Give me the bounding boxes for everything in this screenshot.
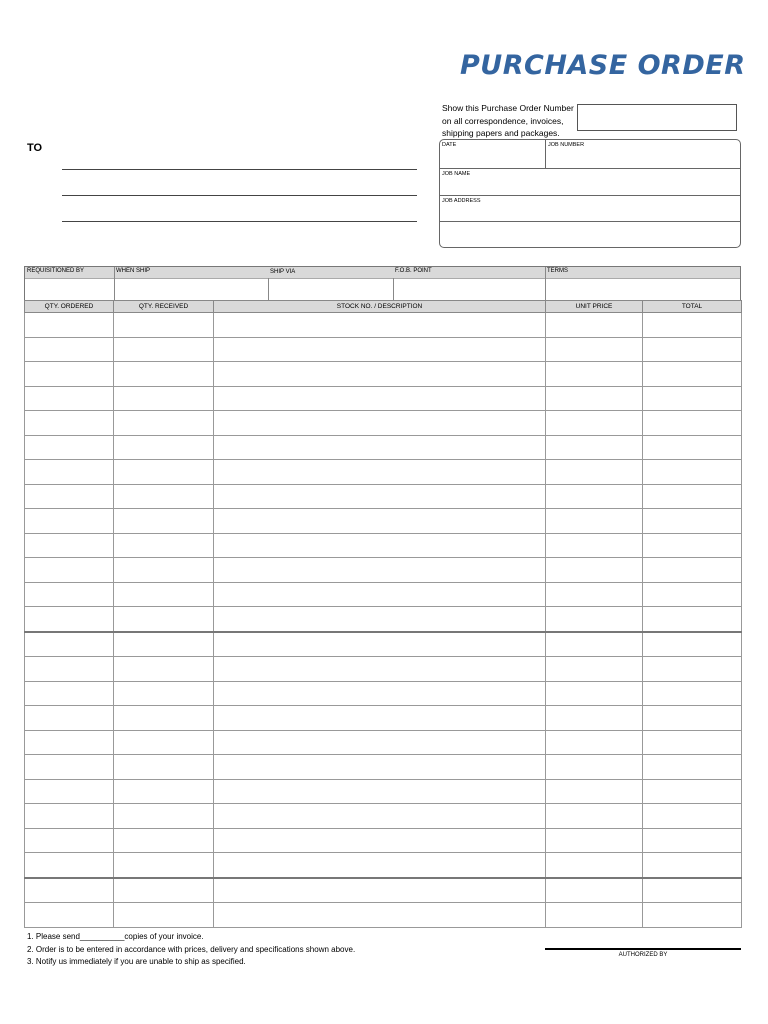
line-items-table [24, 300, 742, 928]
job-address-label: JOB ADDRESS [442, 198, 481, 204]
table-row [25, 337, 742, 362]
total-cell[interactable] [643, 779, 742, 804]
unit-price-cell[interactable] [546, 853, 643, 878]
qty-received-cell[interactable] [114, 484, 214, 509]
table-row [25, 362, 742, 387]
qty-ordered-cell[interactable] [25, 804, 114, 829]
table-row [25, 313, 742, 338]
qty-received-cell[interactable] [114, 779, 214, 804]
instruction-line: Show this Purchase Order Number [442, 103, 574, 113]
table-row [25, 779, 742, 804]
qty-received-cell[interactable] [114, 460, 214, 485]
description-cell[interactable] [214, 337, 546, 362]
qty-ordered-cell[interactable] [25, 411, 114, 436]
job-name-label: JOB NAME [442, 171, 471, 177]
qty-received-cell[interactable] [114, 386, 214, 411]
description-cell[interactable] [214, 779, 546, 804]
table-row [25, 582, 742, 607]
description-cell[interactable] [214, 484, 546, 509]
qty-ordered-cell[interactable] [25, 362, 114, 387]
ship-via-label: SHIP VIA [270, 269, 296, 275]
unit-price-cell[interactable] [546, 362, 643, 387]
unit-price-cell[interactable] [546, 460, 643, 485]
total-cell[interactable] [643, 435, 742, 460]
authorized-by-label: AUTHORIZED BY [618, 952, 668, 958]
description-cell[interactable] [214, 411, 546, 436]
terms-label: TERMS [547, 268, 568, 274]
table-row [25, 632, 742, 657]
qty-received-cell[interactable] [114, 828, 214, 853]
qty-ordered-cell[interactable] [25, 558, 114, 583]
description-cell[interactable] [214, 313, 546, 338]
description-cell[interactable] [214, 730, 546, 755]
table-row [25, 681, 742, 706]
job-info-box [439, 139, 741, 248]
table-row [25, 657, 742, 682]
description-cell[interactable] [214, 657, 546, 682]
description-cell[interactable] [214, 755, 546, 780]
qty-received-cell[interactable] [114, 706, 214, 731]
description-cell[interactable] [214, 582, 546, 607]
unit-price-cell[interactable] [546, 804, 643, 829]
footnote: 2. Order is to be entered in accordance with prices, delivery and specifications shown above. [27, 944, 356, 954]
description-cell[interactable] [214, 853, 546, 878]
unit-price-cell[interactable] [546, 411, 643, 436]
job-address-field[interactable] [440, 204, 740, 246]
qty-ordered-cell[interactable] [25, 313, 114, 338]
total-cell[interactable] [643, 607, 742, 632]
qty-ordered-header: QTY. ORDERED [25, 301, 114, 313]
total-cell[interactable] [643, 509, 742, 534]
to-address-line[interactable] [62, 221, 417, 222]
qty-ordered-cell[interactable] [25, 657, 114, 682]
description-cell[interactable] [214, 828, 546, 853]
unit-price-cell[interactable] [546, 533, 643, 558]
qty-received-cell[interactable] [114, 435, 214, 460]
total-cell[interactable] [643, 337, 742, 362]
job-number-field[interactable] [546, 148, 740, 168]
footnote: 1. Please send__________copies of your invoice. [27, 932, 204, 941]
to-address-line[interactable] [62, 195, 417, 196]
total-cell[interactable] [643, 533, 742, 558]
total-cell[interactable] [643, 755, 742, 780]
qty-ordered-cell[interactable] [25, 681, 114, 706]
qty-received-cell[interactable] [114, 681, 214, 706]
description-cell[interactable] [214, 558, 546, 583]
unit-price-cell[interactable] [546, 386, 643, 411]
qty-received-cell[interactable] [114, 755, 214, 780]
po-number-instruction [442, 102, 582, 140]
table-row [25, 828, 742, 853]
table-row [25, 411, 742, 436]
total-cell[interactable] [643, 313, 742, 338]
qty-received-cell[interactable] [114, 853, 214, 878]
table-row [25, 706, 742, 731]
unit-price-cell[interactable] [546, 337, 643, 362]
qty-received-cell[interactable] [114, 362, 214, 387]
shipping-header-row [24, 266, 741, 301]
qty-ordered-cell[interactable] [25, 509, 114, 534]
unit-price-cell[interactable] [546, 632, 643, 657]
qty-ordered-cell[interactable] [25, 582, 114, 607]
description-cell[interactable] [214, 460, 546, 485]
authorized-signature-line[interactable] [545, 948, 741, 950]
description-cell[interactable] [214, 681, 546, 706]
instruction-line: shipping papers and packages. [442, 128, 560, 138]
qty-received-cell[interactable] [114, 509, 214, 534]
instruction-line: on all correspondence, invoices, [442, 115, 564, 126]
unit-price-cell[interactable] [546, 878, 643, 903]
unit-price-cell[interactable] [546, 558, 643, 583]
table-row [25, 558, 742, 583]
qty-received-cell[interactable] [114, 582, 214, 607]
when-ship-label: WHEN SHIP [116, 268, 151, 274]
description-header: STOCK NO. / DESCRIPTION [214, 301, 546, 313]
unit-price-header: UNIT PRICE [546, 301, 643, 313]
unit-price-cell[interactable] [546, 828, 643, 853]
total-cell[interactable] [643, 828, 742, 853]
terms-field[interactable] [546, 278, 741, 301]
qty-received-cell[interactable] [114, 804, 214, 829]
job-number-label: JOB NUMBER [548, 142, 585, 148]
to-label: TO [27, 142, 43, 154]
qty-received-header: QTY. RECEIVED [114, 301, 214, 313]
qty-ordered-cell[interactable] [25, 730, 114, 755]
ship-via-field[interactable] [269, 278, 393, 301]
qty-ordered-cell[interactable] [25, 706, 114, 731]
total-cell[interactable] [643, 411, 742, 436]
description-cell[interactable] [214, 607, 546, 632]
qty-received-cell[interactable] [114, 607, 214, 632]
total-header: TOTAL [643, 301, 742, 313]
table-row [25, 386, 742, 411]
total-cell[interactable] [643, 558, 742, 583]
qty-ordered-cell[interactable] [25, 878, 114, 903]
qty-ordered-cell[interactable] [25, 533, 114, 558]
total-cell[interactable] [643, 853, 742, 878]
qty-ordered-cell[interactable] [25, 386, 114, 411]
qty-received-cell[interactable] [114, 878, 214, 903]
unit-price-cell[interactable] [546, 484, 643, 509]
unit-price-cell[interactable] [546, 755, 643, 780]
qty-ordered-cell[interactable] [25, 337, 114, 362]
table-row [25, 755, 742, 780]
qty-ordered-cell[interactable] [25, 828, 114, 853]
qty-ordered-cell[interactable] [25, 903, 114, 928]
description-cell[interactable] [214, 632, 546, 657]
total-cell[interactable] [643, 460, 742, 485]
description-cell[interactable] [214, 509, 546, 534]
table-row [25, 853, 742, 878]
total-cell[interactable] [643, 362, 742, 387]
description-cell[interactable] [214, 386, 546, 411]
requisitioned-by-field[interactable] [25, 278, 114, 301]
qty-received-cell[interactable] [114, 657, 214, 682]
total-cell[interactable] [643, 681, 742, 706]
table-row [25, 509, 742, 534]
description-cell[interactable] [214, 435, 546, 460]
qty-received-cell[interactable] [114, 903, 214, 928]
description-cell[interactable] [214, 878, 546, 903]
total-cell[interactable] [643, 804, 742, 829]
qty-received-cell[interactable] [114, 730, 214, 755]
unit-price-cell[interactable] [546, 681, 643, 706]
unit-price-cell[interactable] [546, 435, 643, 460]
po-number-field[interactable] [577, 104, 737, 131]
qty-received-cell[interactable] [114, 411, 214, 436]
description-cell[interactable] [214, 533, 546, 558]
total-cell[interactable] [643, 706, 742, 731]
table-row [25, 607, 742, 632]
fob-point-field[interactable] [394, 278, 545, 301]
qty-ordered-cell[interactable] [25, 779, 114, 804]
table-row [25, 804, 742, 829]
qty-ordered-cell[interactable] [25, 755, 114, 780]
qty-ordered-cell[interactable] [25, 853, 114, 878]
table-row [25, 435, 742, 460]
qty-ordered-cell[interactable] [25, 460, 114, 485]
table-row [25, 533, 742, 558]
description-cell[interactable] [214, 362, 546, 387]
unit-price-cell[interactable] [546, 730, 643, 755]
total-cell[interactable] [643, 632, 742, 657]
table-row [25, 903, 742, 928]
unit-price-cell[interactable] [546, 509, 643, 534]
qty-received-cell[interactable] [114, 533, 214, 558]
requisitioned-by-label: REQUISITIONED BY [27, 268, 85, 274]
description-cell[interactable] [214, 903, 546, 928]
document-title: PURCHASE ORDER [460, 50, 746, 81]
unit-price-cell[interactable] [546, 903, 643, 928]
footnotes [27, 931, 355, 969]
when-ship-field[interactable] [115, 278, 268, 301]
to-address-line[interactable] [62, 169, 417, 170]
column-header-row [25, 301, 742, 313]
footnote: 3. Notify us immediately if you are unable to ship as specified. [27, 957, 246, 966]
date-label: DATE [442, 142, 457, 148]
description-cell[interactable] [214, 706, 546, 731]
qty-received-cell[interactable] [114, 337, 214, 362]
table-row [25, 730, 742, 755]
total-cell[interactable] [643, 657, 742, 682]
table-row [25, 484, 742, 509]
qty-received-cell[interactable] [114, 558, 214, 583]
total-cell[interactable] [643, 903, 742, 928]
unit-price-cell[interactable] [546, 582, 643, 607]
unit-price-cell[interactable] [546, 607, 643, 632]
job-name-field[interactable] [440, 177, 740, 195]
qty-received-cell[interactable] [114, 632, 214, 657]
unit-price-cell[interactable] [546, 657, 643, 682]
total-cell[interactable] [643, 730, 742, 755]
unit-price-cell[interactable] [546, 706, 643, 731]
table-row [25, 878, 742, 903]
qty-ordered-cell[interactable] [25, 435, 114, 460]
date-field[interactable] [440, 148, 545, 168]
qty-ordered-cell[interactable] [25, 607, 114, 632]
total-cell[interactable] [643, 386, 742, 411]
total-cell[interactable] [643, 582, 742, 607]
unit-price-cell[interactable] [546, 313, 643, 338]
unit-price-cell[interactable] [546, 779, 643, 804]
total-cell[interactable] [643, 484, 742, 509]
fob-point-label: F.O.B. POINT [395, 268, 432, 274]
qty-ordered-cell[interactable] [25, 632, 114, 657]
description-cell[interactable] [214, 804, 546, 829]
table-row [25, 460, 742, 485]
total-cell[interactable] [643, 878, 742, 903]
qty-received-cell[interactable] [114, 313, 214, 338]
qty-ordered-cell[interactable] [25, 484, 114, 509]
